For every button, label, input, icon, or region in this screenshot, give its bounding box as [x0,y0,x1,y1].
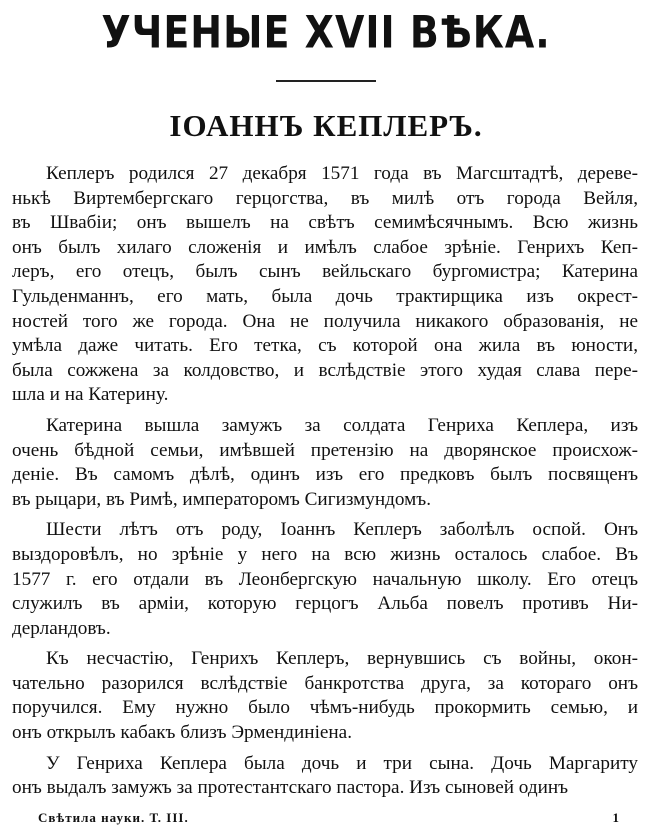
text-line: поручился. Ему нужно было чѣмъ-нибудь прокормить семью, и [12,697,638,719]
text-line: онъ выдалъ замужъ за протестантскаго пастора. Изъ сыновей одинъ [12,777,569,799]
paragraph [12,752,638,801]
text-line: деніе. Въ самомъ дѣлѣ, одинъ изъ его предковъ былъ посвященъ [12,464,638,486]
text-line: Гульденманнъ, его мать, была дочь трактирщика изъ окрест- [12,285,638,307]
page-number: 1 [612,810,620,825]
text-line: 1577 г. его отдали въ Леонбергскую начальную школу. Его отецъ [12,568,638,590]
text-line: чательно разорился вслѣдствіе банкротства друга, за котораго онъ [12,672,638,694]
title-divider [276,80,376,82]
text-line: умѣла даже читать. Его тетка, съ которой она жила въ юности, [12,335,638,357]
text-line: леръ, его отецъ, былъ сынъ вейльскаго бургомистра; Катерина [12,261,638,283]
text-line: дерландовъ. [12,617,111,639]
paragraph [12,647,638,745]
text-line: Кеплеръ родился 27 декабря 1571 года въ Магсштадтѣ, дереве- [46,163,638,184]
text-line: У Генриха Кеплера была дочь и три сына. Дочь Маргариту [46,752,638,774]
text-line: онъ открылъ кабакъ близъ Эрмендиніена. [12,722,352,744]
text-line: Катерина вышла замужъ за солдата Генриха Кеплера, изъ [46,414,638,436]
text-line: Къ несчастію, Генрихъ Кеплеръ, вернувшись съ войны, окон- [46,648,638,670]
footer-signature: Свѣтила науки. Т. III. [38,810,189,825]
paragraph [12,162,638,408]
text-line: въ рыцари, въ Римѣ, императоромъ Сигизмундомъ. [12,488,432,510]
text-line: была сожжена за колдовство, и вслѣдствіе этого худая слава пере- [12,359,638,381]
text-line: выздоровѣлъ, но зрѣніе у него на всю жизнь осталось слабое. Въ [12,543,638,565]
text-line: нькѣ Виртембергскаго герцогства, въ милѣ отъ города Вейля, [12,187,638,209]
text-line: въ Швабіи; онъ вышелъ на свѣтъ семимѣсячнымъ. Всю жизнь [12,212,638,234]
body-text [12,162,638,801]
text-line: ностей того же города. Она не получила никакого образованія, не [12,310,638,332]
chapter-title: УЧЕНЫЕ XVII ВѢКА. [101,6,551,58]
section-title: IОАННЪ КЕПЛЕРЪ. [169,108,483,143]
text-line: онъ былъ хилаго сложенія и имѣлъ слабое зрѣніе. Генрихъ Кеп- [12,236,638,258]
paragraph [12,518,638,641]
text-line: служилъ въ арміи, которую герцогъ Альба повелъ противъ Ни- [12,593,638,615]
text-line: очень бѣдной семьи, имѣвшей претензію на дворянское происхож- [12,439,638,461]
text-line: Шести лѣтъ отъ роду, Іоаннъ Кеплеръ заболѣлъ оспой. Онъ [46,519,638,541]
paragraph [12,414,638,512]
text-line: шла и на Катерину. [12,384,169,406]
